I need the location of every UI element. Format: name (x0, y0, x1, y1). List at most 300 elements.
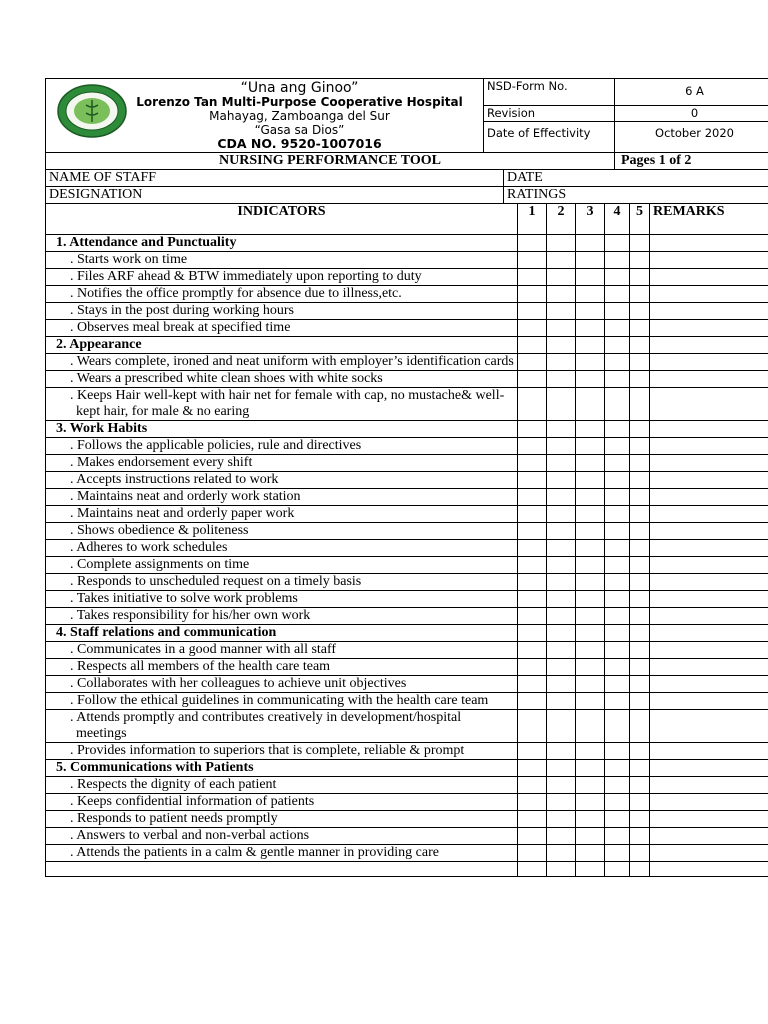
rating-4-cell[interactable] (605, 625, 630, 642)
rating-2-cell[interactable] (547, 269, 576, 286)
rating-1-cell[interactable] (518, 608, 547, 625)
rating-5-cell[interactable] (630, 845, 650, 862)
rating-5-cell[interactable] (630, 743, 650, 760)
rating-1-cell[interactable] (518, 794, 547, 811)
rating-3-cell[interactable] (576, 625, 605, 642)
rating-4-cell[interactable] (605, 676, 630, 693)
remarks-cell[interactable] (650, 303, 768, 320)
rating-2-cell[interactable] (547, 320, 576, 337)
rating-5-cell[interactable] (630, 388, 650, 421)
rating-5-cell[interactable] (630, 710, 650, 743)
indicator-text (46, 303, 518, 320)
rating-4-cell[interactable] (605, 642, 630, 659)
rating-4-cell[interactable] (605, 743, 630, 760)
remarks-cell[interactable] (650, 269, 768, 286)
indicator-label: . Maintains neat and orderly paper work (70, 506, 295, 521)
form-number-label: NSD-Form No. (484, 79, 615, 106)
remarks-cell[interactable] (650, 676, 768, 693)
remarks-cell[interactable] (650, 337, 768, 354)
remarks-cell[interactable] (650, 540, 768, 557)
indicator-label: . Takes responsibility for his/her own work (70, 608, 311, 623)
remarks-cell[interactable] (650, 438, 768, 455)
rating-2-cell[interactable] (547, 845, 576, 862)
remarks-cell[interactable] (650, 506, 768, 523)
indicator-text (46, 794, 518, 811)
remarks-cell[interactable] (650, 811, 768, 828)
table-row (46, 574, 768, 591)
rating-1-cell[interactable] (518, 303, 547, 320)
hospital-address: Mahayag, Zamboanga del Sur (209, 109, 390, 123)
designation-field[interactable]: DESIGNATION (46, 187, 504, 204)
rating-3-cell[interactable] (576, 574, 605, 591)
rating-5-cell[interactable] (630, 540, 650, 557)
rating-4-cell[interactable] (605, 388, 630, 421)
indicator-label: . Starts work on time (70, 252, 188, 267)
rating-2-cell[interactable] (547, 235, 576, 252)
remarks-cell[interactable] (650, 286, 768, 303)
rating-5-cell[interactable] (630, 489, 650, 506)
rating-4-cell[interactable] (605, 693, 630, 710)
rating-4-cell[interactable] (605, 659, 630, 676)
remarks-cell[interactable] (650, 421, 768, 438)
rating-4-cell[interactable] (605, 472, 630, 489)
table-row (46, 252, 768, 269)
rating-3-cell[interactable] (576, 421, 605, 438)
remarks-cell[interactable] (650, 693, 768, 710)
remarks-cell[interactable] (650, 743, 768, 760)
indicator-text (46, 438, 518, 455)
rating-4-cell[interactable] (605, 303, 630, 320)
table-row (46, 489, 768, 506)
rating-3-cell[interactable] (576, 828, 605, 845)
rating-2-cell[interactable] (547, 659, 576, 676)
rating-5-cell[interactable] (630, 828, 650, 845)
indicator-label: . Keeps confidential information of patients (70, 794, 315, 809)
rating-2-cell[interactable] (547, 794, 576, 811)
rating-3-cell[interactable] (576, 608, 605, 625)
indicator-text (46, 693, 518, 710)
indicator-label: 2. Appearance (56, 337, 142, 352)
indicator-label: . Respects the dignity of each patient (70, 777, 277, 792)
rating-1-cell[interactable] (518, 337, 547, 354)
rating-2-cell[interactable] (547, 421, 576, 438)
rating-3-cell[interactable] (576, 269, 605, 286)
rating-2-cell[interactable] (547, 286, 576, 303)
effectivity-label: Date of Effectivity (484, 122, 615, 153)
rating-1-cell[interactable] (518, 557, 547, 574)
rating-4-cell[interactable] (605, 421, 630, 438)
rating-1-cell[interactable] (518, 574, 547, 591)
remarks-cell[interactable] (650, 591, 768, 608)
rating-5-cell[interactable] (630, 269, 650, 286)
remarks-cell[interactable] (650, 523, 768, 540)
rating-4-cell[interactable] (605, 574, 630, 591)
hospital-seal-icon (56, 83, 128, 139)
table-row (46, 523, 768, 540)
rating-3-cell[interactable] (576, 862, 605, 877)
indicator-text (46, 540, 518, 557)
rating-1-cell[interactable] (518, 523, 547, 540)
rating-3-cell[interactable] (576, 642, 605, 659)
table-row (46, 862, 768, 877)
table-row (46, 303, 768, 320)
rating-3-cell[interactable] (576, 472, 605, 489)
table-row (46, 845, 768, 862)
rating-1-cell[interactable] (518, 489, 547, 506)
indicator-text (46, 777, 518, 794)
rating-3-cell[interactable] (576, 337, 605, 354)
rating-3-cell[interactable] (576, 794, 605, 811)
indicator-text (46, 489, 518, 506)
rating-2-cell[interactable] (547, 472, 576, 489)
rating-2-cell[interactable] (547, 371, 576, 388)
rating-4-cell[interactable] (605, 286, 630, 303)
indicator-text (46, 608, 518, 625)
rating-3-cell[interactable] (576, 371, 605, 388)
rating-3-cell[interactable] (576, 455, 605, 472)
indicator-text (46, 828, 518, 845)
rating-4-cell[interactable] (605, 523, 630, 540)
rating-2-cell[interactable] (547, 388, 576, 421)
rating-2-cell[interactable] (547, 710, 576, 743)
rating-2-cell[interactable] (547, 303, 576, 320)
rating-1-header: 1 (518, 204, 547, 235)
rating-1-cell[interactable] (518, 811, 547, 828)
rating-5-cell[interactable] (630, 693, 650, 710)
remarks-cell[interactable] (650, 777, 768, 794)
rating-3-cell[interactable] (576, 252, 605, 269)
rating-4-cell[interactable] (605, 354, 630, 371)
date-field[interactable]: DATE (504, 170, 768, 187)
rating-4-cell[interactable] (605, 371, 630, 388)
rating-3-cell[interactable] (576, 811, 605, 828)
remarks-cell[interactable] (650, 710, 768, 743)
rating-3-cell[interactable] (576, 557, 605, 574)
table-row (46, 506, 768, 523)
indicators-table (45, 203, 768, 877)
rating-2-cell[interactable] (547, 252, 576, 269)
rating-1-cell[interactable] (518, 659, 547, 676)
indicator-label: . Follows the applicable policies, rule and directives (70, 438, 362, 453)
rating-5-cell[interactable] (630, 438, 650, 455)
rating-2-cell[interactable] (547, 760, 576, 777)
rating-2-cell[interactable] (547, 455, 576, 472)
rating-1-cell[interactable] (518, 625, 547, 642)
rating-5-cell[interactable] (630, 371, 650, 388)
indicator-label: . Wears a prescribed white clean shoes with white socks (70, 371, 383, 386)
rating-1-cell[interactable] (518, 472, 547, 489)
rating-5-cell[interactable] (630, 659, 650, 676)
indicator-label: . Communicates in a good manner with all staff (70, 642, 337, 657)
table-row (46, 438, 768, 455)
page-indicator: Pages 1 of 2 (615, 153, 768, 170)
rating-4-cell[interactable] (605, 811, 630, 828)
rating-1-cell[interactable] (518, 421, 547, 438)
rating-5-cell[interactable] (630, 523, 650, 540)
rating-1-cell[interactable] (518, 269, 547, 286)
rating-2-cell[interactable] (547, 828, 576, 845)
rating-3-header: 3 (576, 204, 605, 235)
rating-2-cell[interactable] (547, 743, 576, 760)
rating-4-cell[interactable] (605, 862, 630, 877)
rating-2-cell[interactable] (547, 574, 576, 591)
rating-2-cell[interactable] (547, 337, 576, 354)
revision-label: Revision (484, 106, 615, 122)
rating-2-cell[interactable] (547, 693, 576, 710)
rating-3-cell[interactable] (576, 523, 605, 540)
rating-1-cell[interactable] (518, 760, 547, 777)
indicator-text (46, 506, 518, 523)
rating-3-cell[interactable] (576, 235, 605, 252)
rating-5-cell[interactable] (630, 591, 650, 608)
indicator-text (46, 523, 518, 540)
remarks-cell[interactable] (650, 794, 768, 811)
name-of-staff-field[interactable]: NAME OF STAFF (46, 170, 504, 187)
rating-2-cell[interactable] (547, 506, 576, 523)
remarks-cell[interactable] (650, 455, 768, 472)
rating-4-header: 4 (605, 204, 630, 235)
section-row (46, 760, 768, 777)
rating-1-cell[interactable] (518, 354, 547, 371)
rating-5-cell[interactable] (630, 642, 650, 659)
rating-1-cell[interactable] (518, 371, 547, 388)
section-heading (46, 625, 518, 642)
hospital-tagline: “Gasa sa Dios” (254, 123, 345, 137)
rating-4-cell[interactable] (605, 455, 630, 472)
remarks-cell[interactable] (650, 252, 768, 269)
rating-5-cell[interactable] (630, 760, 650, 777)
indicator-label: . Provides information to superiors that is complete, reliable & prompt (70, 743, 465, 758)
rating-2-cell[interactable] (547, 777, 576, 794)
rating-1-cell[interactable] (518, 777, 547, 794)
rating-4-cell[interactable] (605, 320, 630, 337)
rating-3-cell[interactable] (576, 676, 605, 693)
revision-value: 0 (615, 106, 768, 122)
rating-4-cell[interactable] (605, 269, 630, 286)
rating-1-cell[interactable] (518, 642, 547, 659)
rating-2-cell[interactable] (547, 540, 576, 557)
indicator-text (46, 845, 518, 862)
hospital-name: Lorenzo Tan Multi-Purpose Cooperative Hospital (136, 95, 463, 109)
rating-5-cell[interactable] (630, 337, 650, 354)
rating-3-cell[interactable] (576, 506, 605, 523)
table-row (46, 642, 768, 659)
remarks-cell[interactable] (650, 828, 768, 845)
indicators-header: INDICATORS (46, 204, 518, 235)
rating-5-cell[interactable] (630, 455, 650, 472)
rating-5-cell[interactable] (630, 557, 650, 574)
remarks-cell[interactable] (650, 642, 768, 659)
table-row (46, 286, 768, 303)
section-heading (46, 337, 518, 354)
indicator-label: . Complete assignments on time (70, 557, 250, 572)
column-header-row (46, 204, 768, 235)
rating-1-cell[interactable] (518, 828, 547, 845)
rating-1-cell[interactable] (518, 286, 547, 303)
rating-5-cell[interactable] (630, 252, 650, 269)
rating-1-cell[interactable] (518, 845, 547, 862)
rating-5-cell[interactable] (630, 777, 650, 794)
rating-4-cell[interactable] (605, 438, 630, 455)
remarks-cell[interactable] (650, 574, 768, 591)
indicator-text (46, 286, 518, 303)
rating-4-cell[interactable] (605, 557, 630, 574)
rating-3-cell[interactable] (576, 777, 605, 794)
indicator-label: . Notifies the office promptly for absence due to illness,etc. (70, 286, 402, 301)
rating-5-cell[interactable] (630, 506, 650, 523)
rating-3-cell[interactable] (576, 743, 605, 760)
rating-3-cell[interactable] (576, 354, 605, 371)
rating-1-cell[interactable] (518, 591, 547, 608)
rating-1-cell[interactable] (518, 438, 547, 455)
rating-2-cell[interactable] (547, 354, 576, 371)
remarks-cell[interactable] (650, 371, 768, 388)
table-row (46, 659, 768, 676)
remarks-cell[interactable] (650, 845, 768, 862)
rating-4-cell[interactable] (605, 337, 630, 354)
indicator-label: . Adheres to work schedules (70, 540, 228, 555)
remarks-cell[interactable] (650, 659, 768, 676)
title-table (45, 152, 768, 170)
table-row (46, 472, 768, 489)
rating-1-cell[interactable] (518, 320, 547, 337)
indicator-text (46, 574, 518, 591)
rating-2-cell[interactable] (547, 438, 576, 455)
indicator-label: . Files ARF ahead & BTW immediately upon reporting to duty (70, 269, 422, 284)
rating-3-cell[interactable] (576, 540, 605, 557)
rating-5-cell[interactable] (630, 676, 650, 693)
rating-5-cell[interactable] (630, 320, 650, 337)
table-row (46, 743, 768, 760)
rating-3-cell[interactable] (576, 710, 605, 743)
rating-1-cell[interactable] (518, 388, 547, 421)
rating-2-cell[interactable] (547, 862, 576, 877)
table-row (46, 828, 768, 845)
rating-3-cell[interactable] (576, 845, 605, 862)
remarks-cell[interactable] (650, 608, 768, 625)
rating-3-cell[interactable] (576, 760, 605, 777)
rating-5-cell[interactable] (630, 472, 650, 489)
rating-1-cell[interactable] (518, 676, 547, 693)
rating-2-cell[interactable] (547, 811, 576, 828)
rating-2-cell[interactable] (547, 608, 576, 625)
form-number-value: 6 A (615, 79, 768, 106)
table-row (46, 676, 768, 693)
rating-4-cell[interactable] (605, 591, 630, 608)
rating-4-cell[interactable] (605, 828, 630, 845)
rating-5-cell[interactable] (630, 862, 650, 877)
rating-4-cell[interactable] (605, 252, 630, 269)
rating-4-cell[interactable] (605, 235, 630, 252)
rating-3-cell[interactable] (576, 303, 605, 320)
rating-1-cell[interactable] (518, 252, 547, 269)
rating-3-cell[interactable] (576, 388, 605, 421)
effectivity-value: October 2020 (615, 122, 768, 153)
rating-3-cell[interactable] (576, 320, 605, 337)
remarks-cell[interactable] (650, 760, 768, 777)
rating-1-cell[interactable] (518, 506, 547, 523)
rating-1-cell[interactable] (518, 743, 547, 760)
rating-1-cell[interactable] (518, 693, 547, 710)
rating-4-cell[interactable] (605, 760, 630, 777)
rating-3-cell[interactable] (576, 286, 605, 303)
rating-5-cell[interactable] (630, 625, 650, 642)
rating-4-cell[interactable] (605, 489, 630, 506)
indicator-label: . Keeps Hair well-kept with hair net for female with cap, no mustache& well-kept hair, for male & no earing (70, 388, 505, 419)
remarks-cell[interactable] (650, 320, 768, 337)
rating-3-cell[interactable] (576, 591, 605, 608)
indicator-text (46, 320, 518, 337)
remarks-cell[interactable] (650, 388, 768, 421)
indicator-label: . Attends promptly and contributes creatively in development/hospital meetings (70, 710, 462, 741)
indicator-label: . Responds to unscheduled request on a timely basis (70, 574, 362, 589)
indicator-label: 1. Attendance and Punctuality (56, 235, 237, 250)
remarks-cell[interactable] (650, 472, 768, 489)
rating-4-cell[interactable] (605, 608, 630, 625)
cda-number: CDA NO. 9520-1007016 (217, 136, 382, 151)
indicator-label: . Attends the patients in a calm & gentle manner in providing care (70, 845, 439, 860)
indicator-text (46, 269, 518, 286)
remarks-cell[interactable] (650, 235, 768, 252)
rating-5-cell[interactable] (630, 303, 650, 320)
remarks-cell[interactable] (650, 354, 768, 371)
rating-2-cell[interactable] (547, 557, 576, 574)
remarks-cell[interactable] (650, 489, 768, 506)
rating-5-cell[interactable] (630, 811, 650, 828)
rating-2-header: 2 (547, 204, 576, 235)
rating-5-cell[interactable] (630, 608, 650, 625)
rating-1-cell[interactable] (518, 235, 547, 252)
remarks-cell[interactable] (650, 625, 768, 642)
rating-5-cell[interactable] (630, 794, 650, 811)
rating-5-cell[interactable] (630, 354, 650, 371)
table-row (46, 269, 768, 286)
indicator-text (46, 659, 518, 676)
rating-1-cell[interactable] (518, 455, 547, 472)
rating-3-cell[interactable] (576, 659, 605, 676)
rating-2-cell[interactable] (547, 591, 576, 608)
indicator-label: . Answers to verbal and non-verbal actions (70, 828, 310, 843)
remarks-cell[interactable] (650, 862, 768, 877)
rating-1-cell[interactable] (518, 862, 547, 877)
rating-1-cell[interactable] (518, 540, 547, 557)
rating-2-cell[interactable] (547, 489, 576, 506)
rating-2-cell[interactable] (547, 523, 576, 540)
rating-4-cell[interactable] (605, 845, 630, 862)
rating-4-cell[interactable] (605, 794, 630, 811)
rating-4-cell[interactable] (605, 506, 630, 523)
rating-5-cell[interactable] (630, 286, 650, 303)
rating-3-cell[interactable] (576, 489, 605, 506)
rating-5-cell[interactable] (630, 574, 650, 591)
rating-2-cell[interactable] (547, 676, 576, 693)
rating-3-cell[interactable] (576, 438, 605, 455)
rating-3-cell[interactable] (576, 693, 605, 710)
indicator-text (46, 642, 518, 659)
section-row (46, 235, 768, 252)
rating-2-cell[interactable] (547, 625, 576, 642)
rating-1-cell[interactable] (518, 710, 547, 743)
rating-4-cell[interactable] (605, 540, 630, 557)
form-page (45, 78, 768, 877)
rating-4-cell[interactable] (605, 710, 630, 743)
rating-5-cell[interactable] (630, 421, 650, 438)
rating-4-cell[interactable] (605, 777, 630, 794)
remarks-cell[interactable] (650, 557, 768, 574)
rating-2-cell[interactable] (547, 642, 576, 659)
indicator-label: 3. Work Habits (56, 421, 148, 436)
rating-5-cell[interactable] (630, 235, 650, 252)
